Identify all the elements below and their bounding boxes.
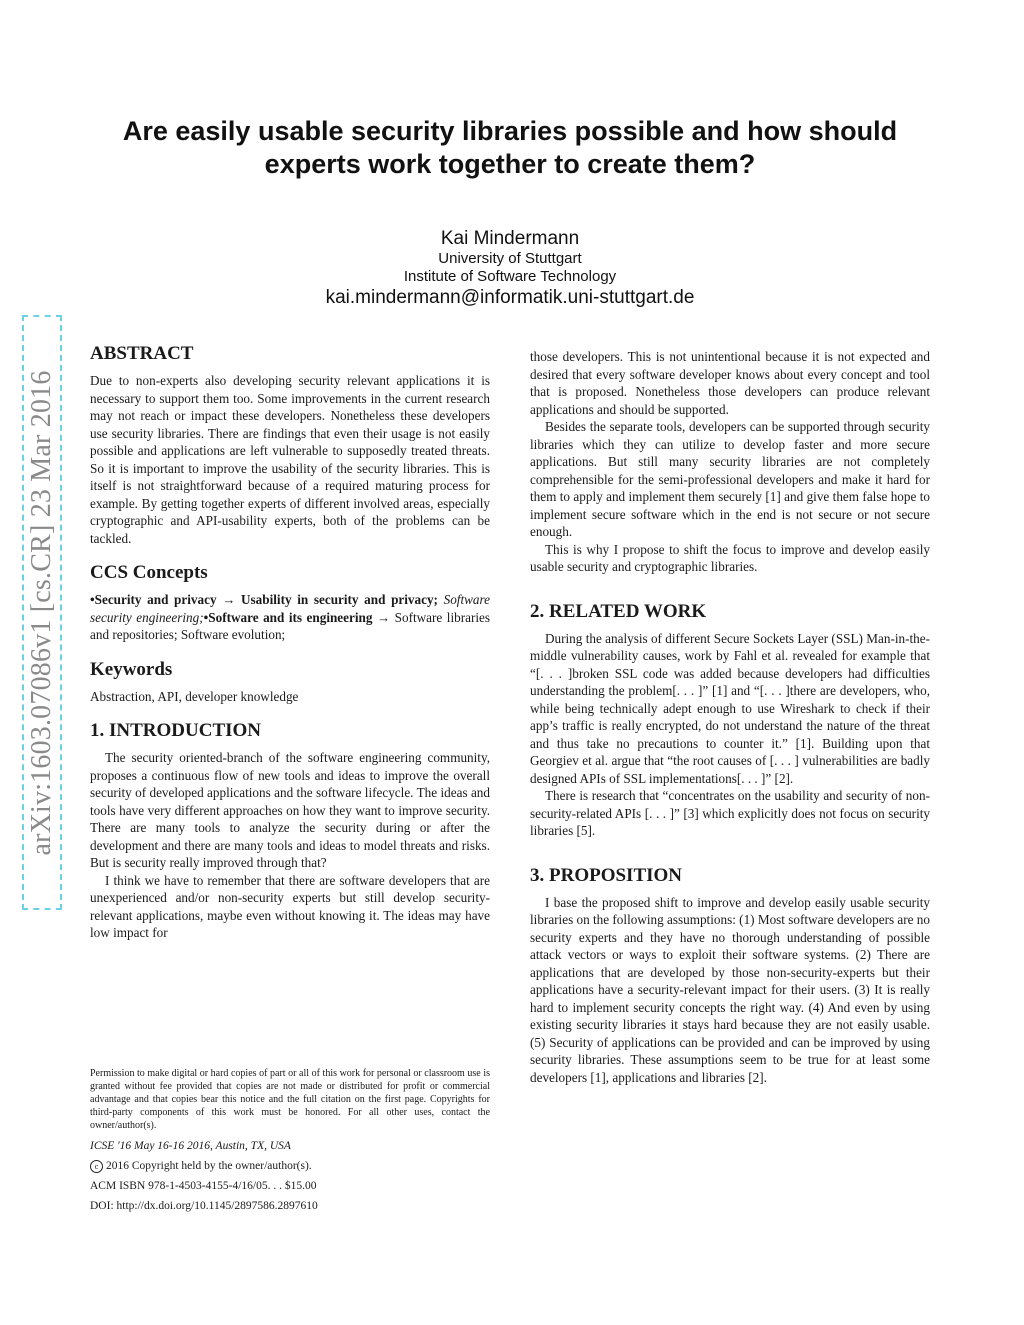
author-block xyxy=(210,228,810,310)
keywords-text: Abstraction, API, developer knowledge xyxy=(90,688,299,704)
author-name: Kai Mindermann xyxy=(440,228,580,249)
abstract-text: Due to non-experts also developing security relevant applications it is necessary to support them too. Some improvements in the current research may not reach or impact these developers. Nonetheless these developers use security libraries. There are findings that even their usage is not easily possible and applications are left vulnerable to supposedly treated threats. So it is important to improve the usability of the security libraries. This is itself is not straightforward because of a required maturing process for example. By getting together experts of different involved areas, especially cryptographic and API-usability experts, both of the problems can be tackled. xyxy=(90,373,490,546)
copyright-icon: c xyxy=(90,1160,103,1173)
copyright-line xyxy=(90,1156,490,1176)
paper-title: Are easily usable security libraries possible and how should experts work together to create them? xyxy=(122,116,898,179)
abstract-heading: ABSTRACT xyxy=(90,343,194,364)
ccs-heading: CCS Concepts xyxy=(90,562,208,583)
related-work-paragraph-1: During the analysis of different Secure Sockets Layer (SSL) Man-in-the-middle vulnerability causes, work by Fahl et al. revealed for example that “[. . . ]broken SSL code was added because developers had difficulties understanding the problem[. . . ]” [1] and “[. . . ]there are developers, who, while being technically adept enough to use Wireshark to check if their app’s traffic is really encrypted, do not understand the nature of the threat and thus take no precautions to counter it.” [1]. Building upon that Georgiev et al. argue that “the root causes of [. . . ] vulnerabilities are badly designed APIs of SSL implementations[. . . ]” [2]. xyxy=(530,630,930,786)
ccs-part6: Software evolution; xyxy=(177,627,286,642)
arxiv-id: arXiv:1603.07086v1 [cs.CR] 23 Mar 2016 xyxy=(26,369,57,856)
copyright-text: 2016 Copyright held by the owner/author(s). xyxy=(106,1160,312,1172)
ccs-part2: Usability in security and privacy; xyxy=(241,592,438,607)
ccs-arrow-1: → xyxy=(216,592,242,607)
copyright-footnote xyxy=(90,1067,490,1216)
proposition-paragraph-1: I base the proposed shift to improve and develop easily usable security libraries on the following assumptions: (1) Most software developers are no security experts and they have no thorough understanding of possible attack vectors or ways to exploit their software systems. (2) There are applications that are developed by those non-security-experts but their applications have a security-relevant impact for their users. (3) It is really hard to implement security concepts the right way. (4) And even by using existing security libraries it stays hard because they are not easily usable. (5) Security of applications can be provided and can be improved by using security libraries. These assumptions seem to be true for at least some developers [1], applications and libraries [2]. xyxy=(530,894,930,1085)
introduction-heading: 1. INTRODUCTION xyxy=(90,720,262,741)
author-affiliation-university: University of Stuttgart xyxy=(438,250,582,267)
intro-paragraph-3: Besides the separate tools, developers can be supported through security libraries which they can utilize to develop faster and more secure applications. But still many security libraries are not completely comprehensible for the semi-professional developers and make it hard for them to apply and implement them securely [1] and give them false hope to implement secure software which in the end is not secure or not secure enough. xyxy=(530,419,930,539)
proposition-heading: 3. PROPOSITION xyxy=(530,864,683,886)
ccs-part4: Software and its engineering xyxy=(208,609,373,625)
ccs-part1: Security and privacy xyxy=(94,592,217,607)
right-column xyxy=(530,348,930,1086)
related-work-heading: 2. RELATED WORK xyxy=(530,600,707,622)
ccs-arrow-2: → xyxy=(372,609,395,625)
doi: DOI: http://dx.doi.org/10.1145/2897586.2897610 xyxy=(90,1200,318,1212)
related-work-paragraph-2: There is research that “concentrates on the usability and security of non-security-related APIs [. . . ]” [3] which explicitly does not focus on security libraries [5]. xyxy=(530,788,930,838)
introduction-paragraph-2: I think we have to remember that there are software developers that are unexperienced and/or non-security experts but still develop security-relevant applications, maybe even without knowing it. The ideas may have low impact for xyxy=(90,872,490,940)
conference-name: ICSE '16 May 16-16 2016, Austin, TX, USA xyxy=(90,1140,291,1152)
introduction-paragraph-1: The security oriented-branch of the software engineering community, proposes a continuous flow of new tools and ideas to improve the overall security of developed applications and the software lifecycle. The ideas and tools have very different approaches on how they want to improve security. There are many tools to analyze the security during or after the development and there are many tools and ideas to model threats and risks. But is security really improved through that? xyxy=(90,750,490,870)
author-affiliation-institute: Institute of Software Technology xyxy=(403,268,617,285)
conference-info xyxy=(90,1136,490,1216)
permission-notice: Permission to make digital or hard copies of part or all of this work for personal or classroom use is granted without fee provided that copies are not made or distributed for profit or commercial advantage and that copies bear this notice and the full citation on the first page. Copyrights for third-party components of this work must be honored. For all other uses, contact the owner/author(s). xyxy=(90,1068,490,1131)
ccs-part3: Software security engineering; xyxy=(90,592,490,625)
intro-continued-paragraph: those developers. This is not unintentional because it is not expected and desired that every software developer knows about every concept and tool that is proposed. Nonetheless those developers can produce relevant applications and should be supported. xyxy=(530,349,930,417)
ccs-concepts xyxy=(90,591,490,644)
ccs-part5: Software libraries and repositories; xyxy=(90,609,490,642)
arxiv-stamp xyxy=(22,315,62,910)
ccs-bullet-2: • xyxy=(203,609,209,625)
left-column xyxy=(90,342,490,942)
author-email: kai.mindermann@informatik.uni-stuttgart.de xyxy=(325,287,695,308)
keywords-heading: Keywords xyxy=(90,658,173,680)
isbn: ACM ISBN 978-1-4503-4155-4/16/05. . . $15.00 xyxy=(90,1180,317,1192)
ccs-bullet-1: • xyxy=(90,592,95,607)
intro-paragraph-4: This is why I propose to shift the focus to improve and develop easily usable security and cryptographic libraries. xyxy=(530,541,930,574)
